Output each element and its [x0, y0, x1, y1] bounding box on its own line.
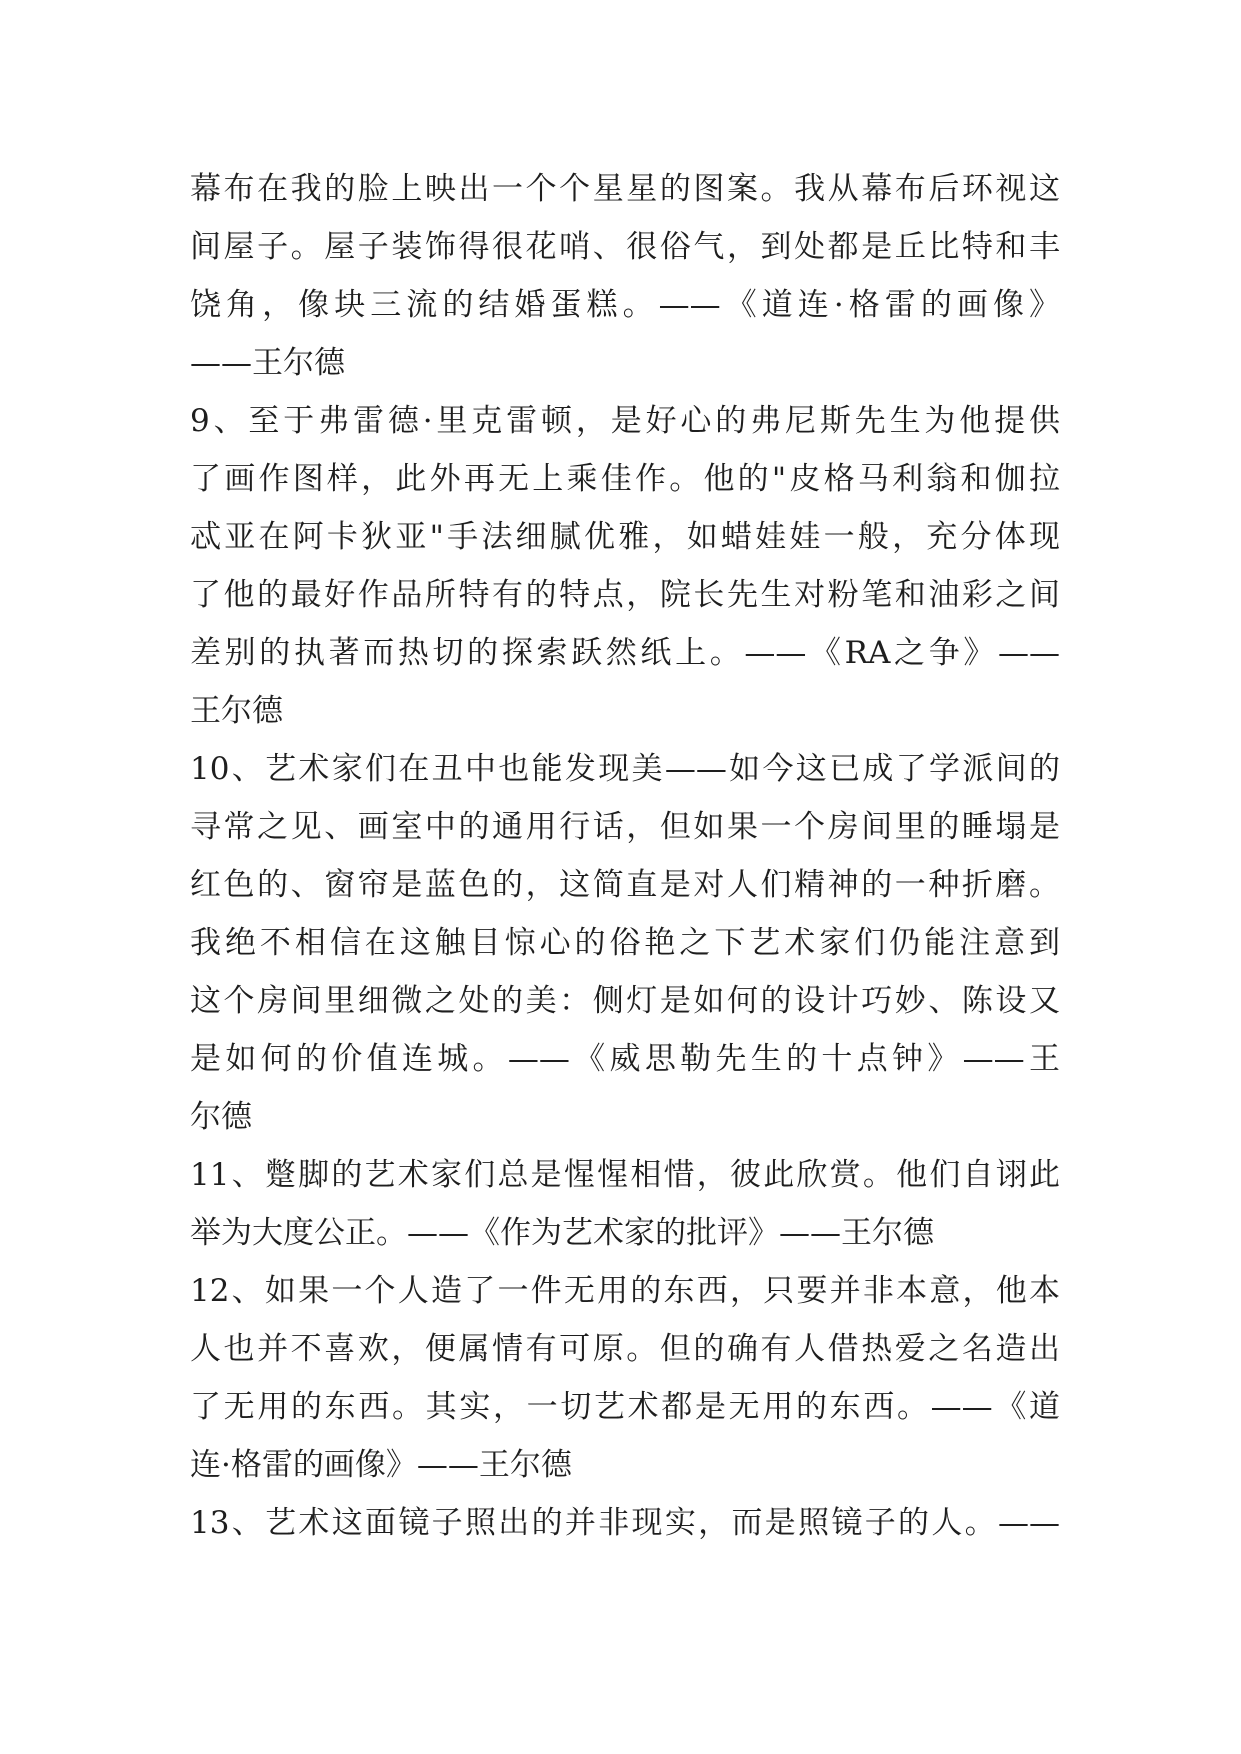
text-line: 寻常之见、画室中的通用行话，但如果一个房间里的睡塌是	[190, 809, 1060, 845]
text-line: 间屋子。屋子装饰得很花哨、很俗气，到处都是丘比特和丰	[190, 229, 1060, 265]
text-line: 忒亚在阿卡狄亚"手法细腻优雅，如蜡娃娃一般，充分体现	[190, 519, 1060, 555]
text-line: 我绝不相信在这触目惊心的俗艳之下艺术家们仍能注意到	[190, 925, 1060, 961]
text-line: 了画作图样，此外再无上乘佳作。他的"皮格马利翁和伽拉	[190, 461, 1060, 497]
text-line: 这个房间里细微之处的美：侧灯是如何的设计巧妙、陈设又	[190, 983, 1060, 1019]
text-line: 王尔德	[190, 693, 283, 729]
text-line: 了他的最好作品所特有的特点，院长先生对粉笔和油彩之间	[190, 577, 1060, 613]
text-line: 人也并不喜欢，便属情有可原。但的确有人借热爱之名造出	[190, 1331, 1060, 1367]
text-line: 12、如果一个人造了一件无用的东西，只要并非本意，他本	[190, 1273, 1060, 1309]
text-line: ——王尔德	[190, 345, 345, 381]
text-line: 差别的执著而热切的探索跃然纸上。——《RA之争》——	[190, 635, 1060, 671]
text-line: 饶角，像块三流的结婚蛋糕。——《道连·格雷的画像》	[190, 287, 1060, 323]
text-line: 13、艺术这面镜子照出的并非现实，而是照镜子的人。——	[190, 1505, 1060, 1541]
text-line: 红色的、窗帘是蓝色的，这简直是对人们精神的一种折磨。	[190, 867, 1060, 903]
body-text	[190, 160, 1060, 1552]
text-line: 了无用的东西。其实，一切艺术都是无用的东西。——《道	[190, 1389, 1060, 1425]
text-line: 10、艺术家们在丑中也能发现美——如今这已成了学派间的	[190, 751, 1060, 787]
text-line: 举为大度公正。——《作为艺术家的批评》——王尔德	[190, 1215, 934, 1251]
text-line: 9、至于弗雷德·里克雷顿，是好心的弗尼斯先生为他提供	[190, 403, 1060, 439]
text-line: 幕布在我的脸上映出一个个星星的图案。我从幕布后环视这	[190, 171, 1060, 207]
text-line: 11、蹩脚的艺术家们总是惺惺相惜，彼此欣赏。他们自诩此	[190, 1157, 1060, 1193]
text-line: 连·格雷的画像》——王尔德	[190, 1447, 572, 1483]
text-line: 尔德	[190, 1099, 252, 1135]
text-line: 是如何的价值连城。——《威思勒先生的十点钟》——王	[190, 1041, 1060, 1077]
